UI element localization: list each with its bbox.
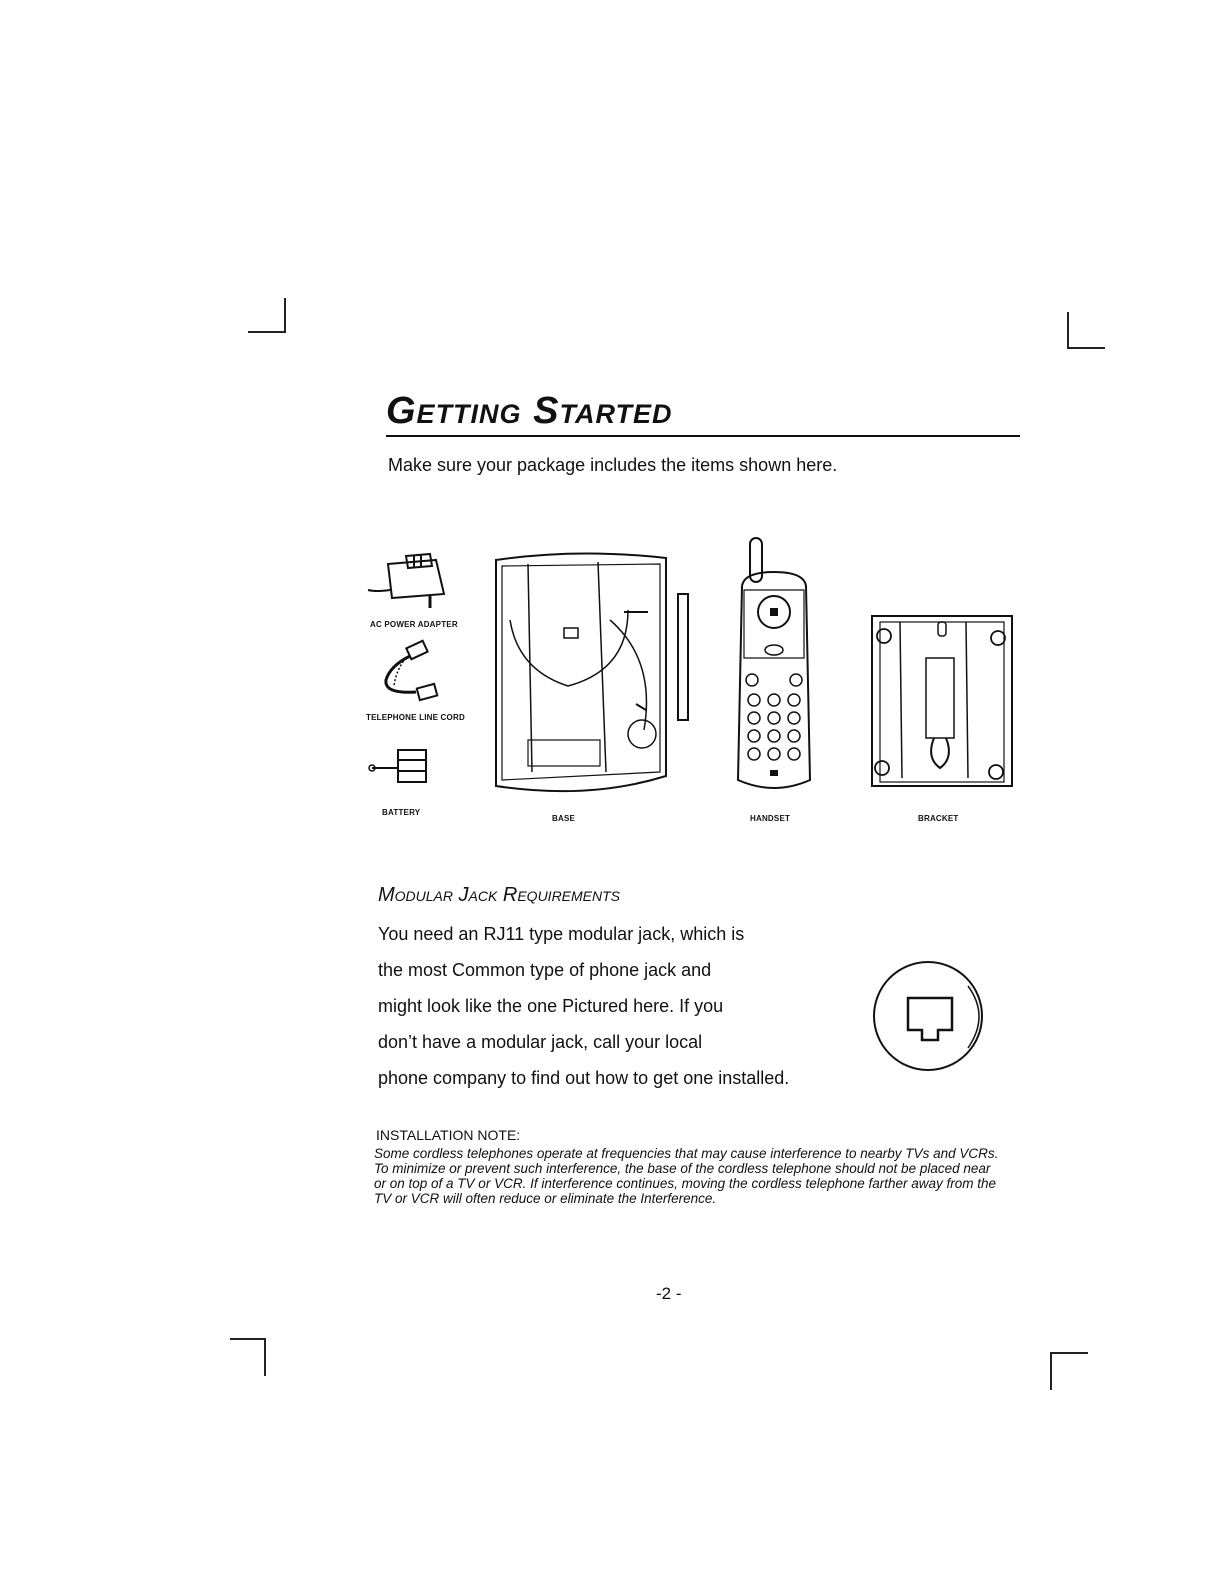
crop-mark-top-left: [284, 298, 286, 333]
page-number: -2 -: [656, 1284, 682, 1303]
ac-power-adapter-illustration: [366, 550, 462, 618]
crop-mark-bottom-right: [1050, 1352, 1088, 1354]
crop-mark-bottom-right: [1050, 1352, 1052, 1390]
paragraph-line: the most Common type of phone jack and: [378, 960, 712, 980]
line-cord-label: TELEPHONE LINE CORD: [366, 713, 465, 722]
telephone-line-cord-illustration: [376, 636, 456, 708]
crop-mark-top-left: [248, 331, 286, 333]
modular-jack-paragraph: [378, 916, 848, 1096]
base-unit-illustration: [488, 550, 700, 798]
handset-label: HANDSET: [750, 814, 791, 823]
bracket-illustration: [866, 608, 1016, 788]
crop-mark-top-right: [1067, 347, 1105, 349]
title-rule: [386, 435, 1020, 437]
paragraph-line: You need an RJ11 type modular jack, which is: [378, 924, 745, 944]
battery-label: BATTERY: [382, 808, 421, 817]
subtitle: Make sure your package includes the items shown here.: [388, 455, 838, 475]
handset-illustration: [730, 536, 816, 796]
modular-jack-heading: Modular Jack Requirements: [378, 884, 621, 906]
crop-mark-bottom-left: [230, 1338, 266, 1340]
paragraph-line: might look like the one Pictured here. If you: [378, 996, 724, 1016]
crop-mark-top-right: [1067, 312, 1069, 348]
installation-note-text: Some cordless telephones operate at frequencies that may cause interference to nearby TVs and VCRs. To minimize or prevent such interference, the base of the cordless telephone should not be placed near or on top of a TV or VCR. If interference continues, moving the cordless telephone farther away from the TV or VCR will often reduce or eliminate the Interference.: [374, 1146, 999, 1206]
base-label: BASE: [552, 814, 576, 823]
installation-note-heading: INSTALLATION NOTE:: [376, 1127, 521, 1143]
crop-mark-bottom-left: [264, 1338, 266, 1376]
page-title: Getting Started: [386, 390, 673, 432]
modular-jack-illustration: [872, 956, 992, 1076]
bracket-label: BRACKET: [918, 814, 959, 823]
ac-adapter-label: AC POWER ADAPTER: [370, 620, 458, 629]
paragraph-line: don’t have a modular jack, call your local: [378, 1032, 703, 1052]
battery-illustration: [366, 748, 440, 784]
paragraph-line: phone company to find out how to get one installed.: [378, 1068, 790, 1088]
